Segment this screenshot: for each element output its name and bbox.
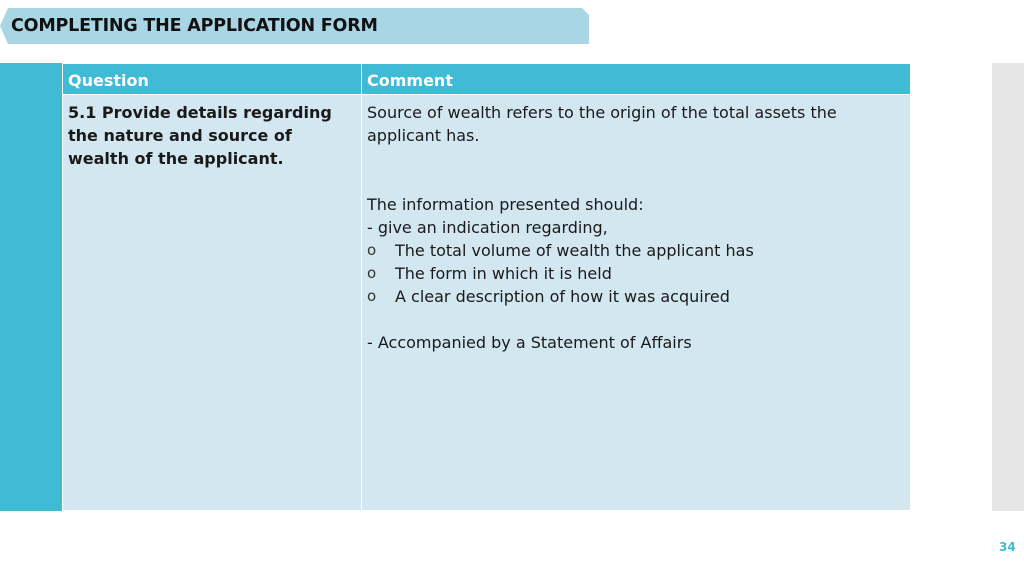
comment-closing: - Accompanied by a Statement of Affairs [367, 333, 692, 352]
list-item [367, 262, 905, 285]
header-comment: Comment [362, 64, 911, 95]
left-accent-bar [0, 63, 62, 511]
header-question: Question [63, 64, 362, 95]
question-comment-table [62, 63, 911, 511]
bullet-text: The total volume of wealth the applicant has [395, 241, 754, 260]
bullet-text: The form in which it is held [395, 264, 612, 283]
table-header-row [63, 64, 911, 95]
bullet-marker: o [367, 264, 377, 282]
page-number: 34 [999, 540, 1016, 554]
comment-intro: Source of wealth refers to the origin of the total assets the applicant has. [367, 103, 837, 145]
comment-cell [362, 95, 911, 511]
slide-title: COMPLETING THE APPLICATION FORM [11, 16, 378, 36]
question-text: 5.1 Provide details regarding the nature and source of wealth of the applicant. [68, 103, 332, 168]
bullet-text: A clear description of how it was acquired [395, 287, 730, 306]
right-gray-panel [992, 63, 1024, 511]
table-row [63, 95, 911, 511]
question-cell [63, 95, 362, 511]
bullet-marker: o [367, 241, 377, 259]
comment-lead: The information presented should: [367, 195, 644, 214]
list-item [367, 239, 905, 262]
comment-indication: - give an indication regarding, [367, 218, 608, 237]
bullet-marker: o [367, 287, 377, 305]
list-item [367, 285, 905, 308]
